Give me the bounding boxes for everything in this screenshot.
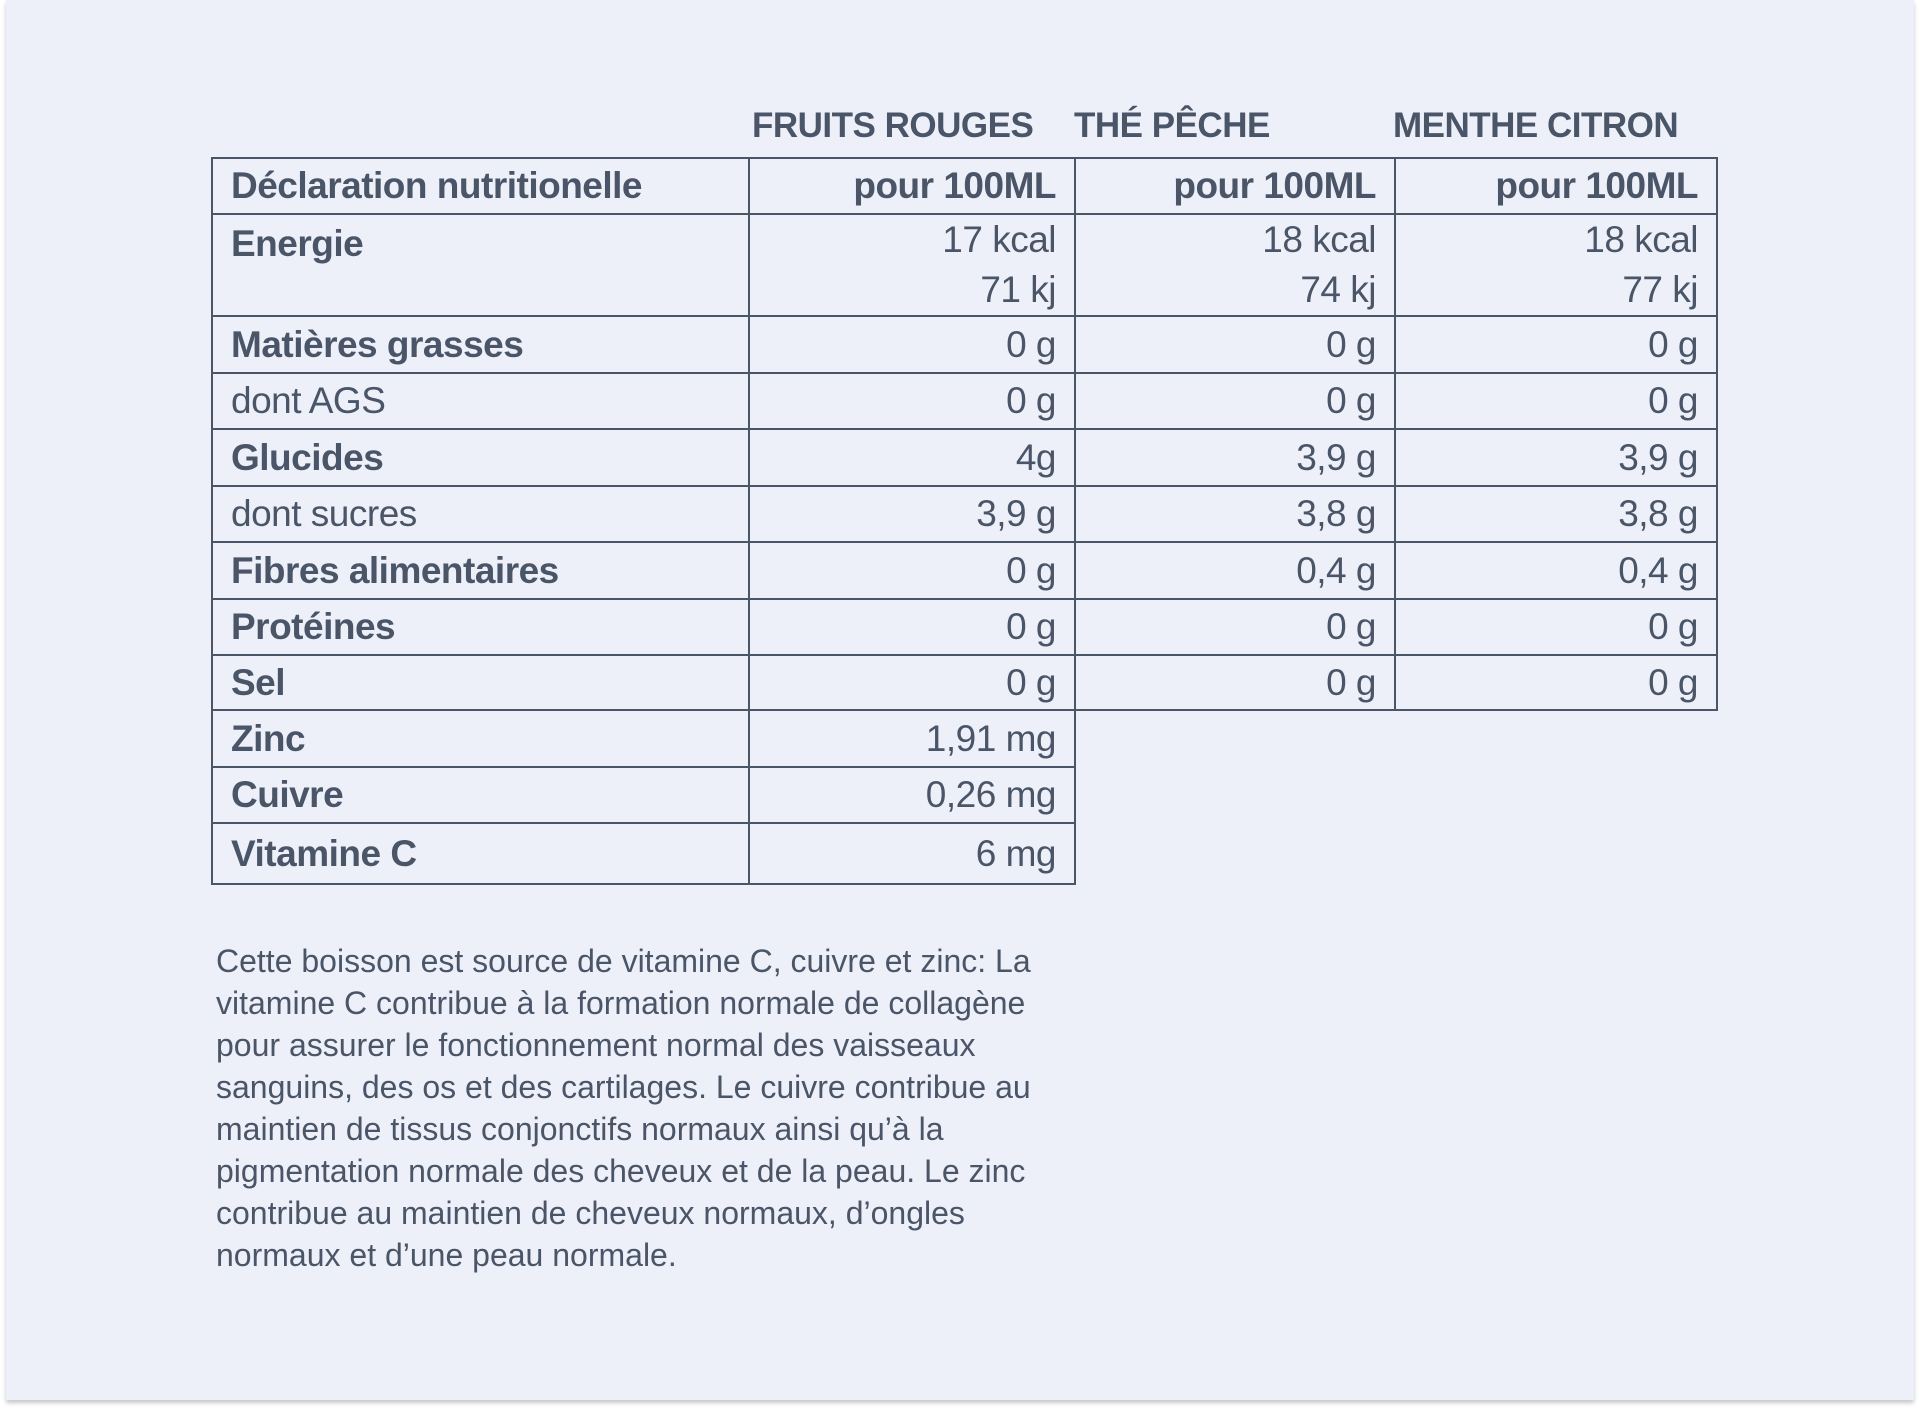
row-label: dont sucres [212,486,749,542]
table-header-label: Déclaration nutritionelle [212,158,749,214]
nutrition-table-the-peche [1074,157,1396,711]
row-value: 0,4 g [1395,542,1717,599]
row-value: 0 g [1075,373,1395,429]
row-label: Cuivre [212,767,749,823]
row-value: 0 g [749,655,1075,710]
table-row [212,429,1075,486]
energy-kcal: 18 kcal [1584,219,1698,260]
row-value: 1,91 mg [749,710,1075,767]
row-value: 0 g [1395,599,1717,655]
table-row [212,710,1075,767]
row-value: 3,9 g [1395,429,1717,486]
flavor-header-fruits-rouges: FRUITS ROUGES [752,106,1034,145]
table-header-per: pour 100ML [749,158,1075,214]
row-value: 0,4 g [1075,542,1395,599]
row-value: 0 g [1395,373,1717,429]
row-value: 3,9 g [749,486,1075,542]
row-value: 0,26 mg [749,767,1075,823]
row-value: 6 mg [749,823,1075,884]
energy-kj: 74 kj [1300,269,1376,310]
row-value: 3,8 g [1395,486,1717,542]
table-row [212,373,1075,429]
flavor-header-the-peche: THÉ PÊCHE [1074,106,1270,145]
table-row [212,542,1075,599]
table-header-per: pour 100ML [1075,158,1395,214]
row-label: Matières grasses [212,316,749,373]
flavor-header-menthe-citron: MENTHE CITRON [1393,106,1679,145]
row-value: 4g [749,429,1075,486]
row-value: 0 g [749,542,1075,599]
row-value: 0 g [1075,599,1395,655]
row-label: Sel [212,655,749,710]
table-row [212,486,1075,542]
table-header-per: pour 100ML [1395,158,1717,214]
row-value: 0 g [749,599,1075,655]
nutrition-card [6,0,1914,1400]
health-claim-description: Cette boisson est source de vitamine C, cuivre et zinc: La vitamine C contribue à la formation normale de collagène pour assurer le fonctionnement normal des vaisseaux sanguins, des os et des cartilages. Le cuivre contribue au maintien de tissus conjonctifs normaux ainsi qu’à la pigmentation normale des cheveux et de la peau. Le zinc contribue au maintien de cheveux normaux, d’ongles normaux et d’une peau normale. [216,943,1031,1273]
energy-kcal: 17 kcal [942,219,1056,260]
nutrition-table-main [211,157,1076,885]
table-row [212,599,1075,655]
row-label-energy: Energie [212,214,749,316]
row-label: Fibres alimentaires [212,542,749,599]
table-row [212,823,1075,884]
row-label: Protéines [212,599,749,655]
table-row [212,767,1075,823]
row-label: Zinc [212,710,749,767]
row-value: 0 g [1075,316,1395,373]
table-row-energy [212,214,1075,316]
row-value: 0 g [1075,655,1395,710]
energy-cell [1395,214,1717,316]
row-value: 0 g [1395,655,1717,710]
row-label: Vitamine C [212,823,749,884]
table-header-row [212,158,1075,214]
row-value: 0 g [749,316,1075,373]
row-label: dont AGS [212,373,749,429]
energy-kcal: 18 kcal [1262,219,1376,260]
energy-kj: 71 kj [980,269,1056,310]
row-value: 3,9 g [1075,429,1395,486]
row-label: Glucides [212,429,749,486]
energy-cell [1075,214,1395,316]
nutrition-table-menthe-citron [1394,157,1718,711]
table-row [212,316,1075,373]
row-value: 0 g [749,373,1075,429]
energy-cell [749,214,1075,316]
energy-kj: 77 kj [1622,269,1698,310]
table-row [212,655,1075,710]
row-value: 0 g [1395,316,1717,373]
row-value: 3,8 g [1075,486,1395,542]
